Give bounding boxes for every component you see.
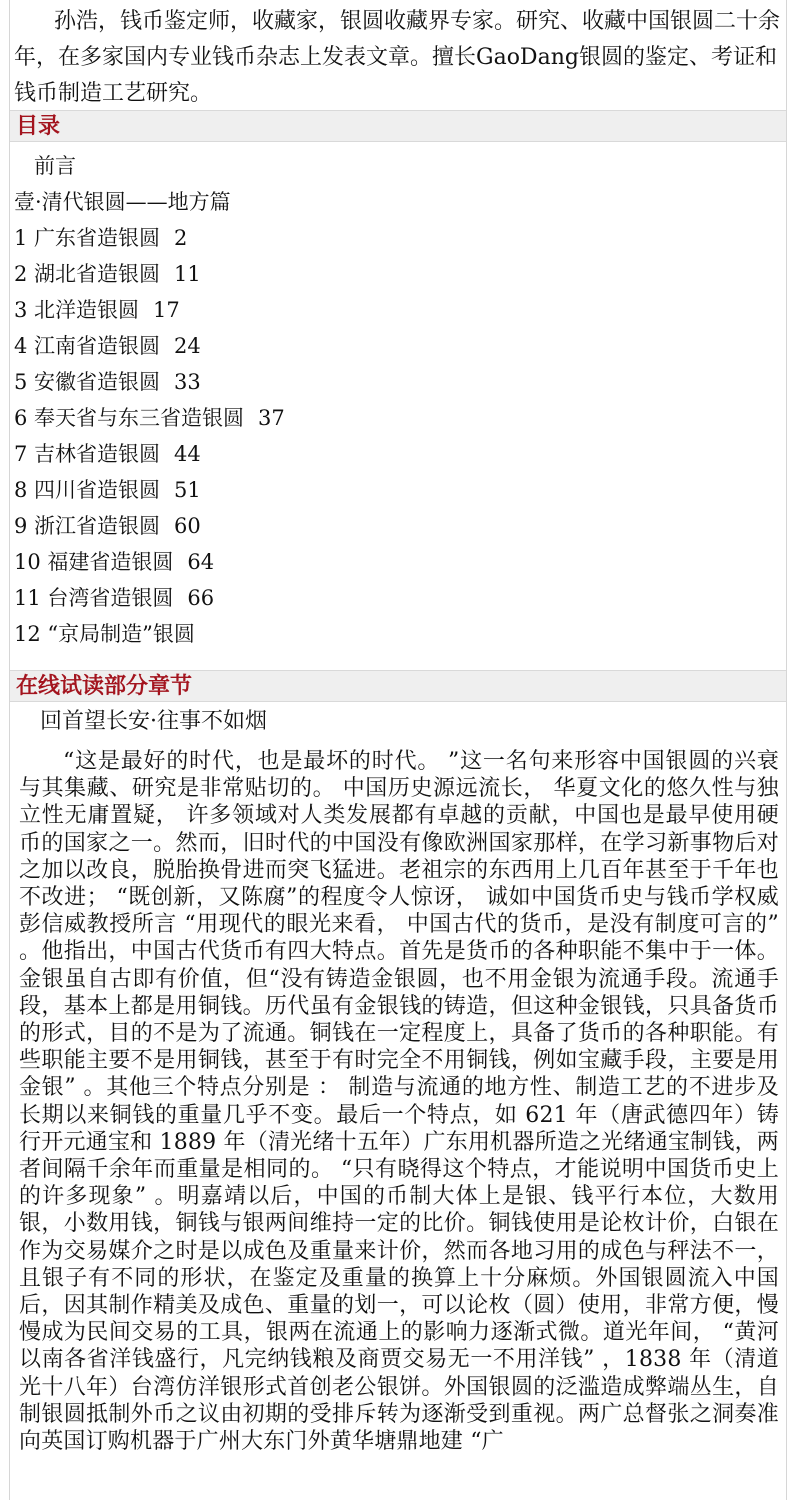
toc-item[interactable] [14,400,774,436]
toc-item-page: 37 [258,406,285,430]
toc-item-page: 60 [174,514,201,538]
toc-item[interactable] [14,508,774,544]
toc-item-page: 51 [174,478,201,502]
toc-item[interactable] [14,472,774,508]
toc-item[interactable] [14,544,774,580]
toc-item[interactable] [14,616,774,652]
toc-item-label: 12 “京局制造”银圆 [14,622,195,646]
toc-item-label: 3 北洋造银圆 [14,298,140,322]
toc-item-label: 7 吉林省造银圆 [14,442,161,466]
toc-item-page: 33 [174,370,201,394]
toc-title: 目录 [16,113,61,139]
toc-part-title: 壹·清代银圆——地方篇 [14,190,231,214]
toc-item[interactable] [14,436,774,472]
excerpt-title: 在线试读部分章节 [16,673,193,699]
author-intro: 孙浩，钱币鉴定师，收藏家，银圆收藏界专家。研究、收藏中国银圆二十余年，在多家国内专业钱币杂志上发表文章。擅长GaoDang银圆的鉴定、考证和钱币制造工艺研究。 [14,9,781,106]
toc-item-label: 11 台湾省造银圆 [14,586,174,610]
toc-item-label: 5 安徽省造银圆 [14,370,161,394]
toc-item-page: 2 [174,226,188,250]
toc-item-label: 6 奉天省与东三省造银圆 [14,406,245,430]
toc-item-label: 1 广东省造银圆 [14,226,161,250]
toc-item[interactable] [14,256,774,292]
toc-item-page: 64 [187,550,215,574]
toc-item-page: 66 [187,586,215,610]
toc-item-label: 2 湖北省造银圆 [14,262,161,286]
toc-item-page: 24 [174,334,201,358]
toc-item-page: 11 [174,262,201,286]
toc-item[interactable] [14,328,774,364]
toc-item[interactable] [14,580,774,616]
toc-item[interactable] [14,292,774,328]
toc-item-label: 10 福建省造银圆 [14,550,174,574]
toc-item[interactable] [14,364,774,400]
excerpt-body: “这是最好的时代，也是最坏的时代。 ”这一名句来形容中国银圆的兴衰与其集藏、研究是非常贴切的。 中国历史源远流长， 华夏文化的悠久性与独立性无庸置疑， 许多领域对人类发展都有卓越的贡献，中国也是最早使用硬币的国家之一。然而，旧时代的中国没有像欧洲国家那样，在学习新事物后对之加以改良，脱胎换骨进而突飞猛进。老祖宗的东西用上几百年甚至于千年也不改进； “既创新，又陈腐”的程度令人惊讶， 诚如中国货币史与钱币学权威彭信威教授所言 “用现代的眼光来看， 中国古代的货币，是没有制度可言的” 。他指出，中国古代货币有四大特点。首先是货币的各种职能不集中于一体。金银虽自古即有价值，但“没有铸造金银圆，也不用金银为流通手段。流通手段，基本上都是用铜钱。历代虽有金银钱的铸造，但这种金银钱，只具备货币的形式，目的不是为了流通。铜钱在一定程度上，具备了货币的各种职能。有些职能主要不是用铜钱，甚至于有时完全不用铜钱，例如宝藏手段，主要是用金银” 。其他三个特点分别是 ： 制造与流通的地方性、制造工艺的不进步及长期以来铜钱的重量几乎不变。最后一个特点，如 621 年（唐武德四年）铸行开元通宝和 1889 年（清光绪十五年）广东用机器所造之光绪通宝制钱，两者间隔千余年而重量是相同的。 “只有晓得这个特点，才能说明中国货币史上的许多现象” 。明嘉靖以后，中国的币制大体上是银、钱平行本位，大数用银，小数用钱，铜钱与银两间维持一定的比价。铜钱使用是论枚计价，白银在作为交易媒介之时是以成色及重量来计价，然而各地习用的成色与秤法不一，且银子有不同的形状，在鉴定及重量的换算上十分麻烦。外国银圆流入中国后，因其制作精美及成色、重量的划一，可以论枚（圆）使用，非常方便，慢慢成为民间交易的工具，银两在流通上的影响力逐渐式微。道光年间， “黄河以南各省洋钱盛行，凡完纳钱粮及商贾交易无一不用洋钱” ，1838 年（清道光十八年）台湾仿洋银形式首创老公银饼。外国银圆的泛滥造成弊端丛生，自制银圆抵制外币之议由初期的受排斥转为逐渐受到重视。两广总督张之洞奏准向英国订购机器于广州大东门外黄华塘鼎地建 “广 [19,749,779,1455]
table-of-contents [14,148,774,652]
toc-item-label: 4 江南省造银圆 [14,334,161,358]
excerpt-subtitle: 回首望长安·往事不如烟 [40,709,267,734]
excerpt-header [10,670,786,702]
toc-header [10,110,786,142]
toc-item-page: 17 [153,298,180,322]
toc-item-label: 9 浙江省造银圆 [14,514,161,538]
toc-item-label: 8 四川省造银圆 [14,478,161,502]
toc-item-page: 44 [174,442,201,466]
toc-item[interactable] [14,220,774,256]
toc-preface[interactable]: 前言 [34,154,76,178]
